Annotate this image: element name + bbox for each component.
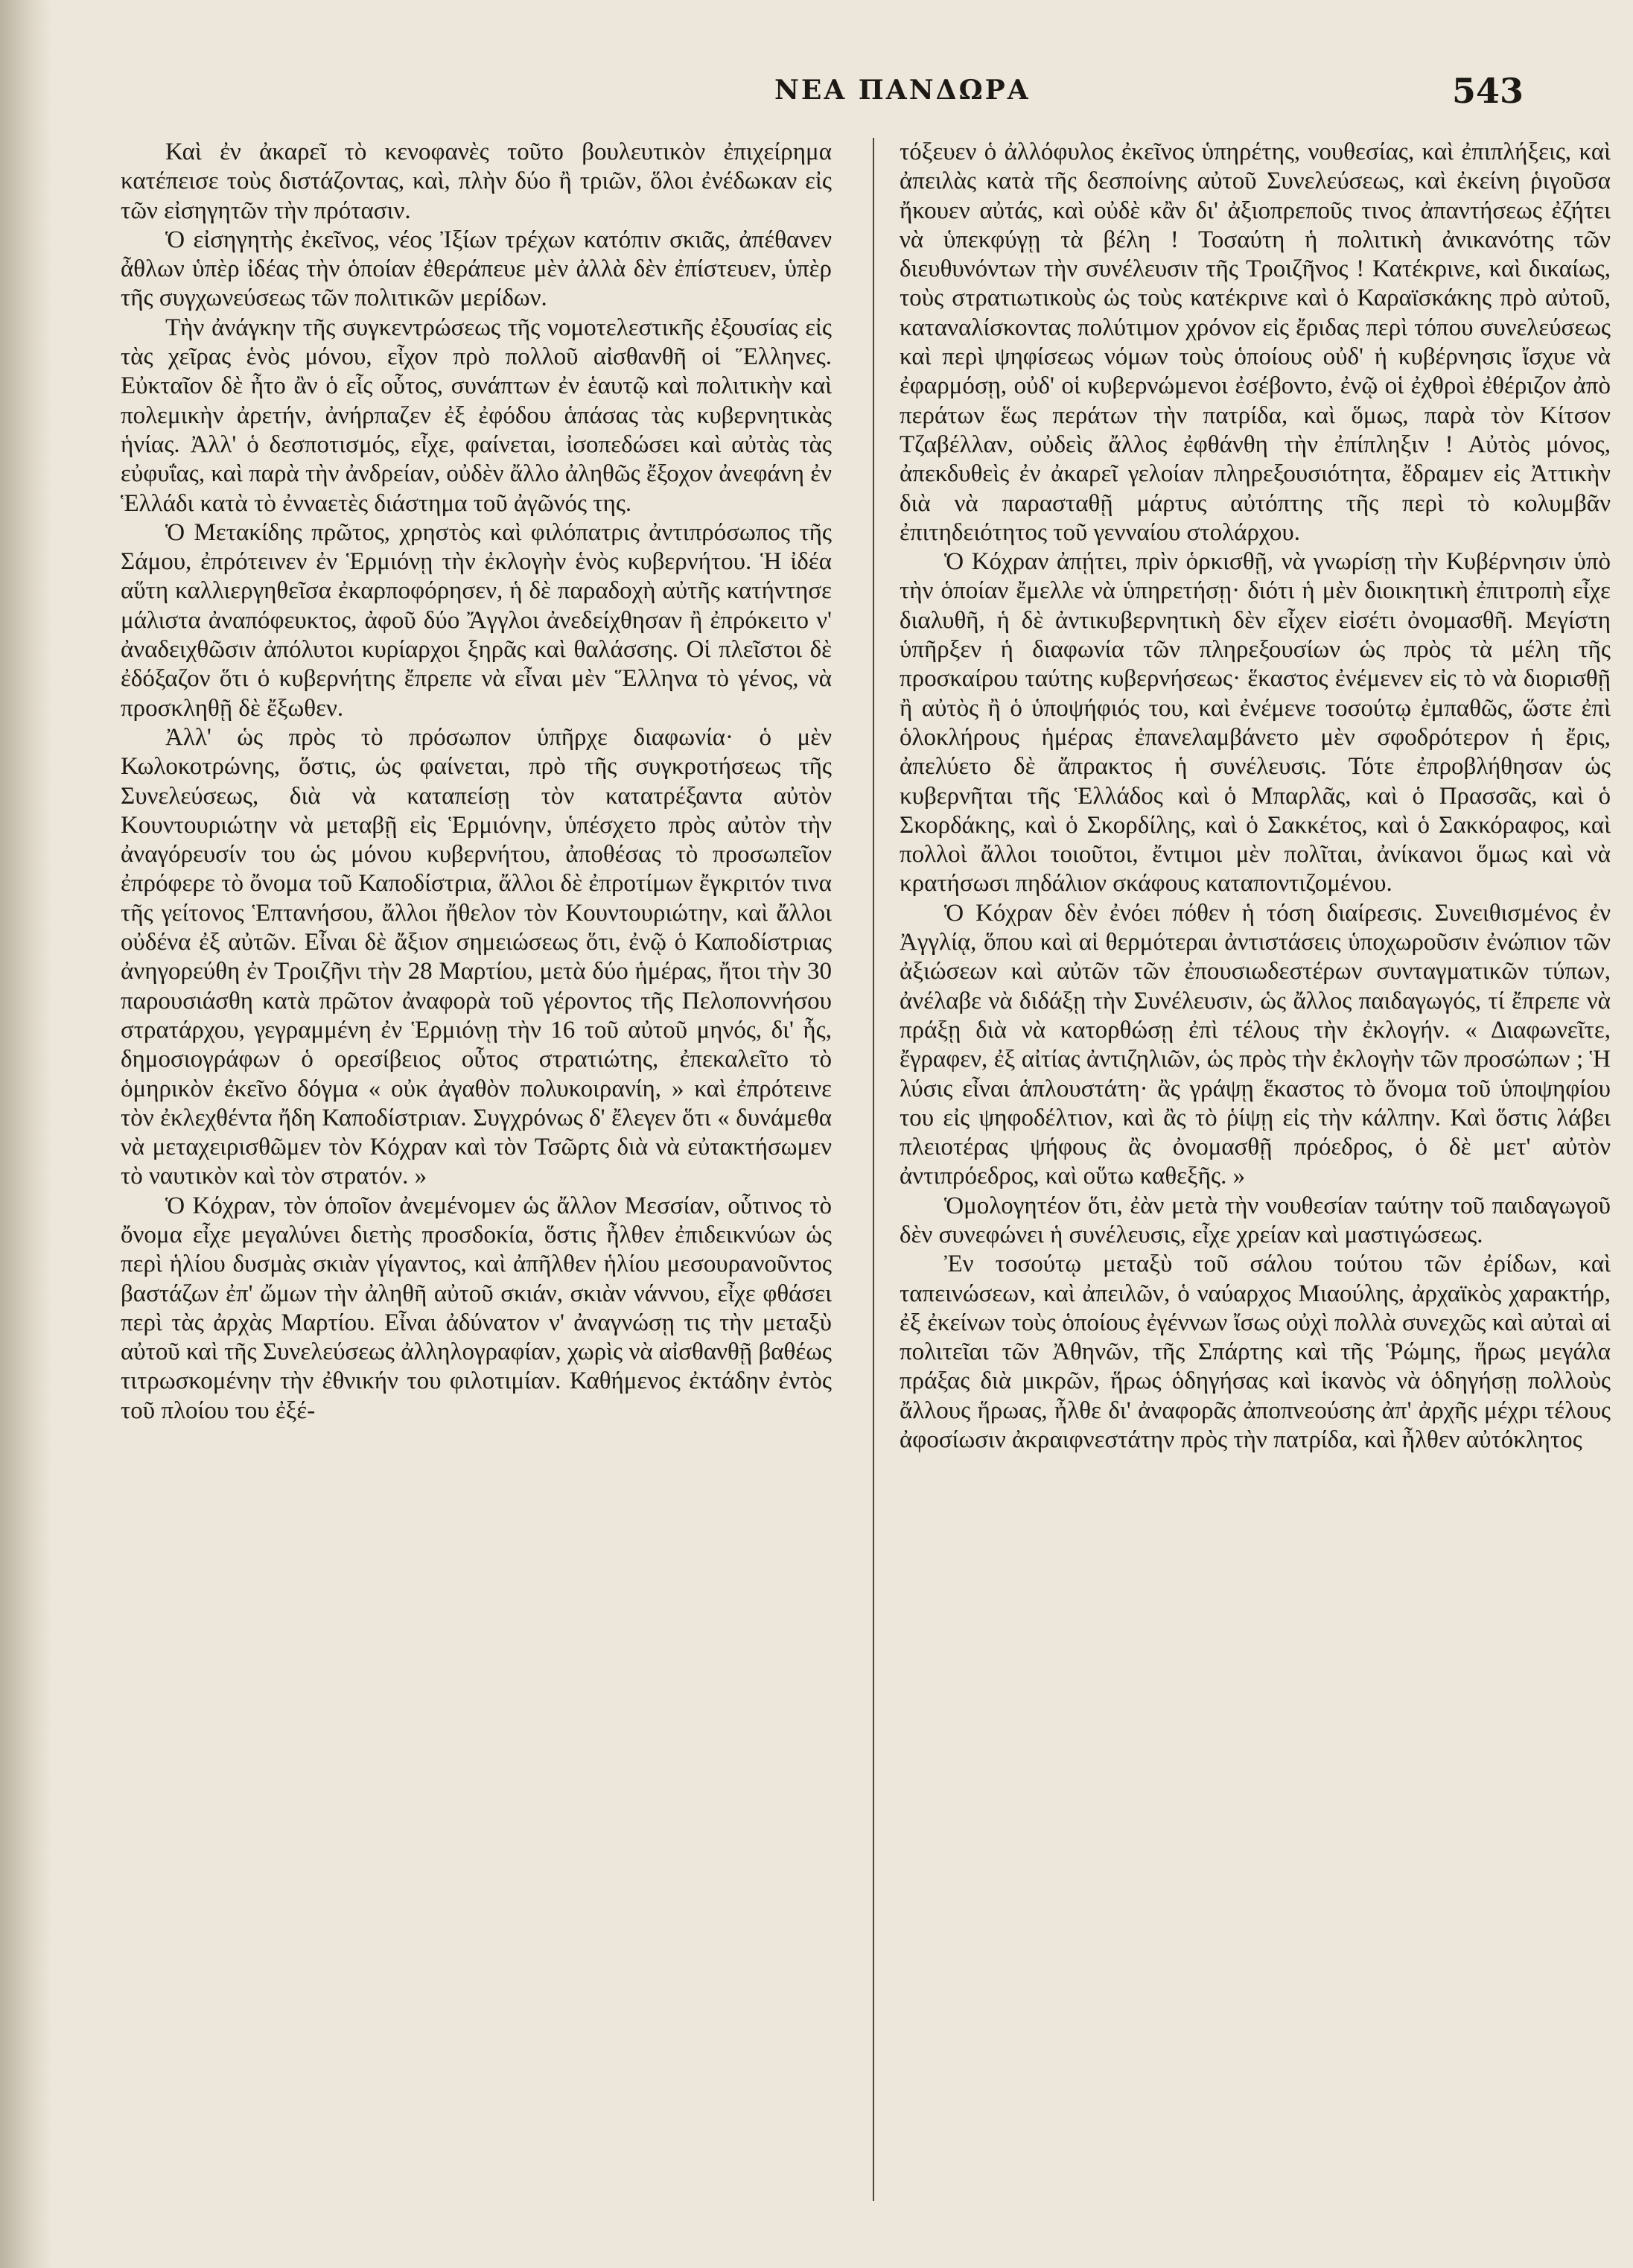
running-header-title: ΝΕΑ ΠΑΝΔΩΡΑ	[774, 74, 1031, 106]
page-number: 543	[1452, 71, 1524, 111]
paragraph: Ὁμολογητέον ὅτι, ἐὰν μετὰ τὴν νουθεσίαν ταύτην τοῦ παιδαγωγοῦ δὲν συνεφώνει ἡ συνέλευσις, εἶχε χρείαν καὶ μαστιγώσεως.	[900, 1192, 1611, 1248]
paragraph: Ὁ Κόχραν δὲν ἐνόει πόθεν ἡ τόση διαίρεσις. Συνειθισμένος ἐν Ἀγγλίᾳ, ὅπου καὶ αἱ θερμότεραι ἀντιστάσεις ὑποχωροῦσιν ἐνώπιον τῶν ἀξιώσεων καὶ αὐτῶν τῶν ἐπουσιωδεστέρων συνταγματικῶν τύπων, ἀνέλαβε νὰ διδάξῃ τὴν Συνέλευσιν, ὡς ἄλλος παιδαγωγός, τί ἔπρεπε νὰ πράξῃ διὰ νὰ κατορθώσῃ ἐπὶ τέλους τὴν ἐκλογήν. « Διαφωνεῖτε, ἔγραφεν, ἐξ αἰτίας ἀντιζηλιῶν, ὡς πρὸς τὴν ἐκλογὴν τῶν προσώπων ; Ἡ λύσις εἶναι ἁπλουστάτη· ἂς γράψῃ ἕκαστος τὸ ὄνομα τοῦ ὑποψηφίου του εἰς ψηφοδέλτιον, καὶ ἂς τὸ ῥίψῃ εἰς τὴν κάλπην. Καὶ ὅστις λάβει πλειοτέρας ψήφους ἂς ὀνομασθῇ πρόεδρος, ὁ δὲ μετ' αὐτὸν ἀντιπρόεδρος, καὶ οὕτω καθεξῆς. »	[900, 899, 1611, 1190]
paragraph: Τὴν ἀνάγκην τῆς συγκεντρώσεως τῆς νομοτελεστικῆς ἐξουσίας εἰς τὰς χεῖρας ἑνὸς μόνου, εἶχον πρὸ πολλοῦ αἰσθανθῆ οἱ Ἕλληνες. Εὐκταῖον δὲ ἦτο ἂν ὁ εἷς οὗτος, συνάπτων ἐν ἑαυτῷ καὶ πολιτικὴν καὶ πολεμικὴν ἀρετήν, ἀνήρπαζεν ἐξ ἐφόδου ἁπάσας τὰς κυβερνητικὰς ἡνίας. Ἀλλ' ὁ δεσποτισμός, εἶχε, φαίνεται, ἰσοπεδώσει καὶ αὐτὰς τὰς εὐφυΐας, καὶ παρὰ τὴν ἀνδρείαν, οὐδὲν ἄλλο ἀληθῶς ἔξοχον ἀνεφάνη ἐν Ἑλλάδι κατὰ τὸ ἐνναετὲς διάστημα τοῦ ἀγῶνός της.	[121, 314, 833, 517]
paragraph: Ὁ εἰσηγητὴς ἐκεῖνος, νέος Ἰξίων τρέχων κατόπιν σκιᾶς, ἀπέθανεν ἆθλων ὑπὲρ ἰδέας τὴν ὁποίαν ἐθεράπευε μὲν ἀλλὰ δὲν ἐπίστευεν, ὑπὲρ τῆς συγχωνεύσεως τῶν πολιτικῶν μερίδων.	[121, 226, 832, 312]
binding-shadow	[0, 0, 52, 2268]
paragraph: Καὶ ἐν ἀκαρεῖ τὸ κενοφανὲς τοῦτο βουλευτικὸν ἐπιχείρημα κατέπεισε τοὺς διστάζοντας, καὶ, πλὴν δύο ἢ τριῶν, ὅλοι ἐνέδωκαν εἰς τῶν εἰσηγητῶν τὴν πρότασιν.	[121, 139, 832, 224]
paragraph: Ὁ Κόχραν ἀπῄτει, πρὶν ὁρκισθῇ, νὰ γνωρίσῃ τὴν Κυβέρνησιν ὑπὸ τὴν ὁποίαν ἔμελλε νὰ ὑπηρετήσῃ· διότι ἡ μὲν διοικητικὴ ἐπιτροπὴ εἶχε διαλυθῆ, ἡ δὲ ἀντικυβερνητικὴ δὲν εἶχεν εἰσέτι ὀνομασθῆ. Μεγίστη ὑπῆρξεν ἡ διαφωνία τῶν πληρεξουσίων ὡς πρὸς τὰ μέλη τῆς προσκαίρου ταύτης κυβερνήσεως· ἕκαστος ἐνέμενεν εἰς τὸ νὰ διορισθῇ ἢ αὐτὸς ἢ ὁ ὑποψήφιός του, καὶ ἐνέμενε τοσούτῳ ἐμπαθῶς, ὥστε ἐπὶ ὁλοκλήρους ἡμέρας ἐπανελαμβάνετο μὲν σφοδρότερον ἡ ἔρις, ἀπελύετο δὲ ἄπρακτος ἡ συνέλευσις. Τότε ἐπροβλήθησαν ὡς κυβερνῆται τῆς Ἑλλάδος καὶ ὁ Μπαρλᾶς, καὶ ὁ Πρασσᾶς, καὶ ὁ Σκορδάκης, καὶ ὁ Σκορδίλης, καὶ ὁ Σακκέτος, καὶ ὁ Σακκόραφος, καὶ πολλοὶ ἄλλοι τοιοῦτοι, ἔντιμοι μὲν πολῖται, ἀνίκανοι ὅμως καὶ νὰ κρατήσωσι πηδάλιον σκάφους καταποντιζομένου.	[900, 548, 1611, 898]
paragraph: Ἀλλ' ὡς πρὸς τὸ πρόσωπον ὑπῆρχε διαφωνία· ὁ μὲν Κωλοκοτρώνης, ὅστις, ὡς φαίνεται, πρὸ τῆς συγκροτήσεως τῆς Συνελεύσεως, διὰ νὰ καταπείσῃ τὸν κατατρέξαντα αὐτὸν Κουντουριώτην νὰ μεταβῇ εἰς Ἑρμιόνην, ὑπέσχετο πρὸς αὐτὸν τὴν ἀναγόρευσίν του ὡς μόνου κυβερνήτου, ἀποθέσας τὸ προσωπεῖον ἐπρόφερε τὸ ὄνομα τοῦ Καποδίστρια, ἄλλοι δὲ ἐπροτίμων ἔγκριτόν τινα τῆς γείτονος Ἑπτανήσου, ἄλλοι ἤθελον τὸν Κουντουριώτην, καὶ ἄλλοι οὐδένα ἐξ αὐτῶν. Εἶναι δὲ ἄξιον σημειώσεως ὅτι, ἐνῷ ὁ Καποδίστριας ἀνηγορεύθη ἐν Τροιζῆνι τὴν 28 Μαρτίου, μετὰ δύο ἡμέρας, ἤτοι τὴν 30 παρουσιάσθη κατὰ πρῶτον ἀναφορὰ τοῦ γέροντος τῆς Πελοποννήσου στρατάρχου, γεγραμμένη ἐν Ἑρμιόνῃ τὴν 16 τοῦ αὐτοῦ μηνός, δι' ἧς, δημοσιογράφων ὁ ορεσίβειος οὗτος στρατιώτης, ἐπεκαλεῖτο τὸ ὁμηρικὸν ἐκεῖνο δόγμα « οὐκ ἀγαθὸν πολυκοιρανίη, » καὶ ἐπρότεινε τὸν ἐκλεχθέντα ἤδη Καποδίστριαν. Συγχρόνως δ' ἔλεγεν ὅτι « δυνάμεθα νὰ μεταχειρισθῶμεν τὸν Κόχραν καὶ τὸν Τσῶρτς διὰ νὰ εὐτακτήσωμεν τὸ ναυτικὸν καὶ τὸν στρατόν. »	[121, 723, 832, 1190]
right-text-column	[900, 138, 1611, 1455]
column-divider	[873, 138, 874, 2201]
paragraph: τόξευεν ὁ ἀλλόφυλος ἐκεῖνος ὑπηρέτης, νουθεσίας, καὶ ἐπιπλήξεις, καὶ ἀπειλὰς κατὰ τῆς δεσποίνης αὐτοῦ Συνελεύσεως, καὶ ἐκείνη ῥιγοῦσα ἤκουεν αὐτάς, καὶ οὐδὲ κἂν δι' ἀξιοπρεποῦς τινος ἀπαντήσεως ἐζήτει νὰ ὑπεκφύγῃ τὰ βέλη ! Τοσαύτη ἡ πολιτικὴ ἀνικανότης τῶν διευθυνόντων τὴν συνέλευσιν τῆς Τροιζῆνος ! Κατέκρινε, καὶ δικαίως, τοὺς στρατιωτικοὺς ὡς τοὺς κατέκρινε καὶ ὁ Καραϊσκάκης πρὸ αὐτοῦ, καταναλίσκοντας πολύτιμον χρόνον εἰς ἔριδας περὶ τόπου συνελεύσεως καὶ περὶ ψηφίσεως νόμων τοὺς ὁποίους οὐδ' ἡ κυβέρνησις ἴσχυε νὰ ἐφαρμόσῃ, οὐδ' οἱ κυβερνώμενοι ἐσέβοντο, ἐνῷ οἱ ἐχθροὶ ἐθέριζον ἀπὸ περάτων ἕως περάτων τὴν πατρίδα, καὶ ὅμως, παρὰ τὸν Κίτσον Τζαβέλλαν, οὐδεὶς ἄλλος ἐφθάνθη τὴν ἐπίπληξιν ! Αὐτὸς μόνος, ἀπεκδυθεὶς ἐν ἀκαρεῖ γελοίαν πληρεξουσιότητα, ἔδραμεν εἰς Ἀττικὴν διὰ νὰ παρασταθῇ μάρτυς αὐτόπτης τῆς περὶ τὸ κολυμβᾶν ἐπιτηδειότητος τοῦ γενναίου στολάρχου.	[900, 139, 1611, 546]
paragraph: Ἐν τοσούτῳ μεταξὺ τοῦ σάλου τούτου τῶν ἐρίδων, καὶ ταπεινώσεων, καὶ ἀπειλῶν, ὁ ναύαρχος Μιαούλης, ἀρχαϊκὸς χαρακτήρ, ἐξ ἐκείνων τοὺς ὁποίους ἐγέννων ἴσως οὐχὶ πολλὰ συνεχῶς καὶ αὐταὶ αἱ πολιτεῖαι τῶν Ἀθηνῶν, τῆς Σπάρτης καὶ τῆς Ῥώμης, ἥρως μεγάλα πράξας διὰ μικρῶν, ἥρως ὁδηγήσας καὶ ἱκανὸς νὰ ὁδηγήσῃ πολλοὺς ἄλλους ἥρωας, ἦλθε δι' ἀναφορᾶς ἀποπνεούσης ἀπ' ἀρχῆς μέχρι τέλους ἀφοσίωσιν ἀκραιφνεστάτην πρὸς τὴν πατρίδα, καὶ ἦλθεν αὐτόκλητος	[900, 1251, 1611, 1454]
paragraph: Ὁ Κόχραν, τὸν ὁποῖον ἀνεμένομεν ὡς ἄλλον Μεσσίαν, οὗτινος τὸ ὄνομα εἶχε μεγαλύνει διετὴς προσδοκία, ὅστις ἦλθεν ἐπιδεικνύων ὡς περὶ ἡλίου δυσμὰς σκιὰν γίγαντος, καὶ ἀπῆλθεν ἡλίου μεσουρανοῦντος βαστάζων ἐπ' ὤμων τὴν ἀληθῆ αὐτοῦ σκιάν, σκιὰν νάννου, εἶχε φθάσει περὶ τὰς ἀρχὰς Μαρτίου. Εἶναι ἀδύνατον ν' ἀναγνώσῃ τις τὴν μεταξὺ αὐτοῦ καὶ τῆς Συνελεύσεως ἀλληλογραφίαν, χωρὶς νὰ αἰσθανθῇ βαθέως τιτρωσκομένην τὴν ἐθνικήν του φιλοτιμίαν. Καθήμενος ἐκτάδην ἐντὸς τοῦ πλοίου του ἐξέ-	[121, 1192, 832, 1424]
paragraph: Ὁ Μετακίδης πρῶτος, χρηστὸς καὶ φιλόπατρις ἀντιπρόσωπος τῆς Σάμου, ἐπρότεινεν ἐν Ἑρμιόνῃ τὴν ἐκλογὴν ἑνὸς κυβερνήτου. Ἡ ἰδέα αὕτη καλλιεργηθεῖσα ἐκαρποφόρησεν, ἡ δὲ παραδοχὴ αὐτῆς κατήντησε μάλιστα ἀναπόφευκτος, ἀφοῦ δύο Ἄγγλοι ἀνεδείχθησαν ἢ ἐπρόκειτο ν' ἀναδειχθῶσιν ἀπόλυτοι κυρίαρχοι ξηρᾶς καὶ θαλάσσης. Οἱ πλεῖστοι δὲ ἐδόξαζον ὅτι ὁ κυβερνήτης ἔπρεπε νὰ εἶναι μὲν Ἕλληνα τὸ γένος, νὰ προσκληθῇ δὲ ἔξωθεν.	[121, 518, 832, 722]
left-text-column	[121, 138, 832, 1426]
